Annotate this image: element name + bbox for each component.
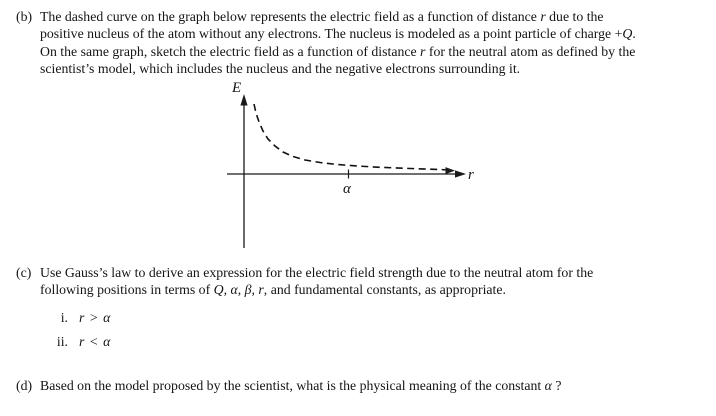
part-b-line-1: The dashed curve on the graph below represents the electric field as a function of distance r due to the (40, 9, 604, 24)
part-c-label: (c) (16, 265, 32, 280)
item-i-expression: r > α (79, 310, 111, 325)
part-d (16, 377, 562, 394)
x-axis-label: r (468, 167, 474, 183)
part-c-line-2: following positions in terms of Q, α, β, r, and fundamental constants, as appropriate. (40, 282, 506, 298)
y-axis-label: E (232, 80, 242, 96)
electric-field-vs-distance-graph (200, 75, 500, 260)
curve-arrow-icon (446, 167, 456, 174)
item-ii-numeral: ii. (56, 334, 68, 349)
y-axis-arrow-icon (240, 94, 247, 106)
part-c-item-i (40, 309, 110, 326)
part-c-item-ii (40, 333, 110, 350)
part-d-line-1: Based on the model proposed by the scientist, what is the physical meaning of the constant α ? (40, 378, 562, 393)
dashed-field-curve (254, 104, 446, 170)
x-axis-arrow-icon (455, 170, 466, 177)
part-b-line-3: On the same graph, sketch the electric field as a function of distance r for the neutral atom as defined by the (40, 43, 636, 59)
part-b-line-2: positive nucleus of the atom without any electrons. The nucleus is modeled as a point particle of charge +Q. (40, 26, 636, 42)
item-i-numeral: i. (60, 310, 68, 325)
part-c-line-1: Use Gauss’s law to derive an expression for the electric field strength due to the neutral atom for the (40, 265, 594, 280)
part-b-line-4: scientist’s model, which includes the nucleus and the negative electrons surrounding it. (40, 61, 521, 77)
part-d-label: (d) (16, 378, 33, 393)
part-b (16, 8, 636, 78)
alpha-tick-label: α (343, 181, 351, 197)
item-ii-expression: r < α (79, 334, 111, 349)
part-c (16, 264, 594, 299)
part-b-label: (b) (16, 9, 33, 24)
